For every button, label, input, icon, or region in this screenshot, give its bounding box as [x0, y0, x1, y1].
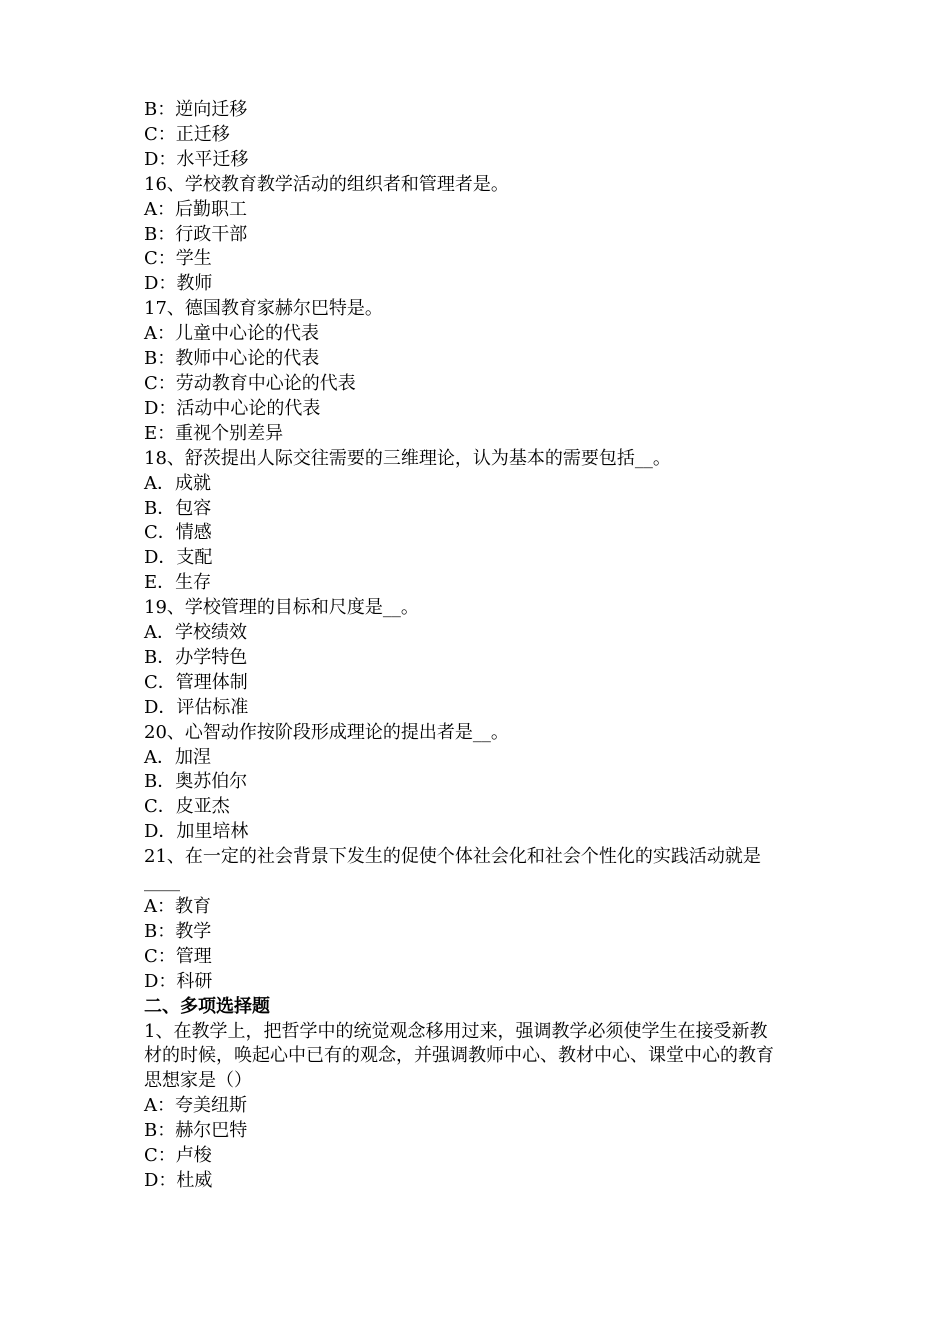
option-line: A．成就 — [144, 472, 211, 494]
option-line: A．加涅 — [144, 746, 211, 768]
option-line: D：活动中心论的代表 — [144, 397, 321, 419]
question-line: 16、学校教育教学活动的组织者和管理者是。 — [144, 173, 509, 195]
document-body — [144, 98, 824, 1194]
question-line: 材的时候，唤起心中已有的观念，并强调教师中心、教材中心、课堂中心的教育 — [144, 1045, 774, 1067]
question-line: 18、舒茨提出人际交往需要的三维理论，认为基本的需要包括__。 — [144, 447, 671, 469]
option-line: D．评估标准 — [144, 696, 249, 718]
option-line: D．支配 — [144, 547, 213, 569]
question-line: 19、学校管理的目标和尺度是__。 — [144, 597, 419, 619]
option-line: D：科研 — [144, 970, 213, 992]
question-line: 20、心智动作按阶段形成理论的提出者是__。 — [144, 721, 509, 743]
option-line: D．加里培林 — [144, 821, 249, 843]
option-line: A：教育 — [144, 896, 211, 917]
option-line: E．生存 — [144, 572, 212, 594]
option-line: B．办学特色 — [144, 646, 248, 668]
option-line: B：教学 — [144, 920, 212, 942]
option-line: C：管理 — [144, 945, 212, 967]
section-heading: 二、多项选择题 — [144, 995, 270, 1017]
option-line: A：后勤职工 — [144, 198, 247, 220]
option-line: D：教师 — [144, 273, 213, 295]
question-line: 17、德国教育家赫尔巴特是。 — [144, 298, 383, 320]
option-line: C：劳动教育中心论的代表 — [144, 372, 356, 394]
option-line: A：夸美纽斯 — [144, 1095, 247, 1117]
option-line: C：正迁移 — [144, 123, 230, 145]
question-line: 21、在一定的社会背景下发生的促使个体社会化和社会个性化的实践活动就是 — [144, 846, 761, 868]
option-line: C．皮亚杰 — [144, 796, 230, 818]
option-line: B：行政干部 — [144, 223, 248, 245]
option-line: B．奥苏伯尔 — [144, 771, 248, 793]
option-line: A．学校绩效 — [144, 622, 247, 644]
option-line: D：杜威 — [144, 1169, 213, 1191]
option-line: E：重视个别差异 — [144, 422, 284, 444]
option-line: B：赫尔巴特 — [144, 1120, 248, 1142]
option-line: C：卢梭 — [144, 1145, 212, 1167]
option-line: A：儿童中心论的代表 — [144, 323, 319, 345]
option-line: B：逆向迁移 — [144, 99, 248, 120]
option-line: D：水平迁移 — [144, 148, 249, 170]
question-line: 思想家是（） — [144, 1070, 252, 1092]
question-line: 1、在教学上，把哲学中的统觉观念移用过来，强调教学必须使学生在接受新教 — [144, 1020, 768, 1042]
answer-blank: ____ — [144, 871, 180, 893]
option-line: C：学生 — [144, 248, 212, 270]
option-line: B．包容 — [144, 497, 212, 519]
option-line: C．管理体制 — [144, 671, 248, 693]
option-line: B：教师中心论的代表 — [144, 348, 320, 370]
option-line: C．情感 — [144, 522, 212, 544]
